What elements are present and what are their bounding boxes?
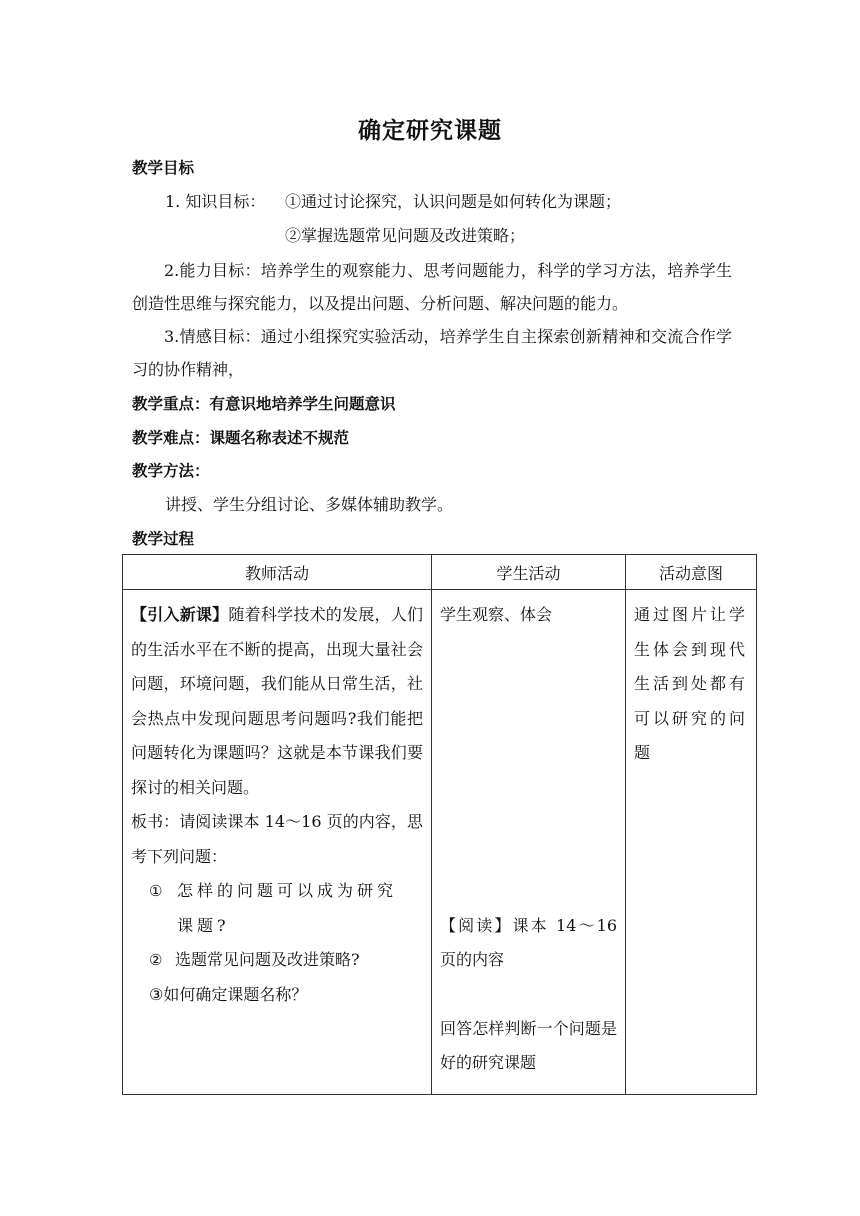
activity-intent-cell [626,590,757,1095]
process-heading: 教学过程 [132,530,195,548]
question-number: ③ [149,984,164,1004]
header-activity-intent: 活动意图 [626,555,757,590]
question-number: ① [149,882,163,900]
question-item [131,978,423,1013]
methods-heading: 教学方法： [132,462,210,480]
knowledge-label: 1. 知识目标： [165,192,266,211]
knowledge-goal-2: ②掌握选题常见问题及改进策略； [285,226,526,245]
knowledge-goal-1: ①通过讨论探究，认识问题是如何转化为课题； [285,192,622,211]
table-header-row [123,555,757,590]
intro-paragraph [131,598,423,805]
page-title: 确定研究课题 [358,118,502,144]
header-teacher-activity: 教师活动 [123,555,432,590]
table-row [123,590,757,1095]
student-read: 【阅读】课本 14～16 页的内容 [440,915,617,969]
header-student-activity: 学生活动 [432,555,626,590]
emotion-goal: 3.情感目标：通过小组探究实验活动，培养学生自主探索创新精神和交流合作学习的协作精神， [132,327,732,379]
question-text: 选题常见问题及改进策略? [175,950,360,969]
difficulty: 教学难点：课题名称表述不规范 [132,429,350,447]
question-item [131,874,423,943]
objectives-heading: 教学目标 [132,159,195,177]
teacher-activity-cell [123,590,432,1095]
process-table [122,554,757,1095]
intro-text: 随着科学技术的发展，人们的生活水平在不断的提高，出现大量社会问题，环境问题，我们能从日常生活，社会热点中发现问题思考问题吗?我们能把问题转化为课题吗？这就是本节课我们要探讨的相关问题。 [131,605,423,797]
student-answer: 回答怎样判断一个问题是好的研究课题 [440,1018,617,1072]
student-activity-cell [432,590,626,1095]
question-item [131,943,423,978]
question-number: ② [149,951,163,969]
board-text: 板书：请阅读课本 14～16 页的内容，思考下列问题： [131,812,423,866]
question-text: 如何确定课题名称？ [163,984,308,1004]
question-text: 怎样的问题可以成为研究课题? [177,881,398,935]
ability-goal: 2.能力目标：培养学生的观察能力、思考问题能力，科学的学习方法，培养学生创造性思维与探究能力，以及提出问题、分析问题、解决问题的能力。 [132,261,732,313]
activity-intent-text: 通过图片让学生体会到现代生活到处都有可以研究的问题 [634,605,749,762]
key-point: 教学重点：有意识地培养学生问题意识 [132,395,396,413]
methods-text: 讲授、学生分组讨论、多媒体辅助教学。 [165,495,454,514]
intro-tag: 【引入新课】 [131,605,229,624]
student-observe: 学生观察、体会 [440,605,553,624]
